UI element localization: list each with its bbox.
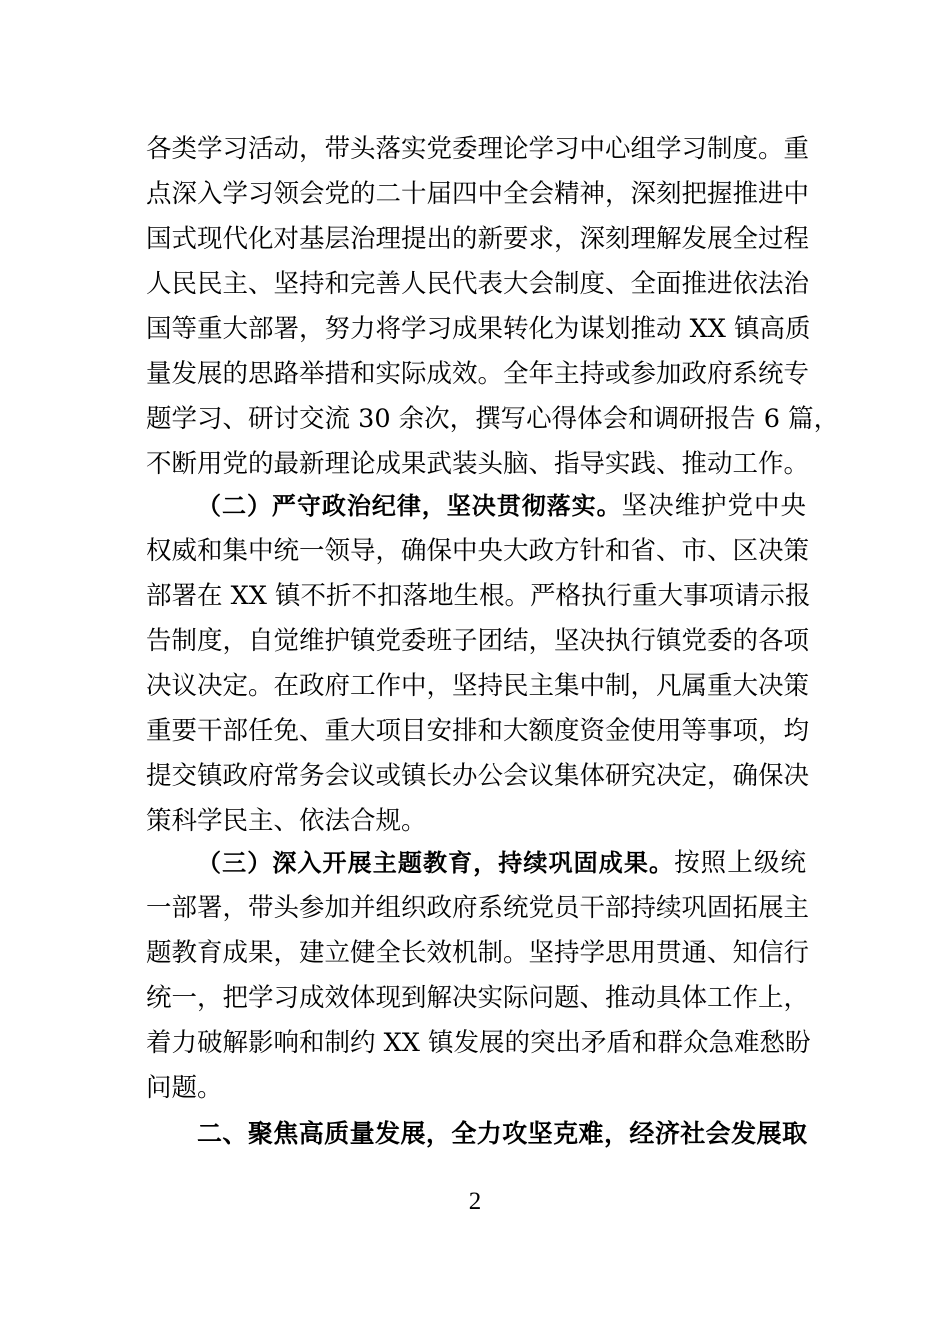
paragraph1-line-1: 各类学习活动，带头落实党委理论学习中心组学习制度。重 [146,134,810,164]
section-heading: 二、聚焦高质量发展，全力攻坚克难，经济社会发展取 [197,1119,807,1148]
page-number: 2 [468,1188,482,1215]
paragraph1-line-6: 量发展的思路举措和实际成效。全年主持或参加政府系统专 [146,359,810,389]
paragraph2-first-line-text: 坚决维护党中央 [621,491,806,521]
paragraph2-line-3: 部署在 XX 镇不折不扣落地生根。严格执行重大事项请示报 [146,581,811,611]
paragraph3-line-1 [197,841,806,885]
paragraph1-line-4: 人民民主、坚持和完善人民代表大会制度、全面推进依法治 [146,269,810,299]
paragraph3-heading: （三）深入开展主题教育，持续巩固成果。 [197,849,675,877]
paragraph3-line-2: 一部署，带头参加并组织政府系统党员干部持续巩固拓展主 [146,893,810,923]
paragraph1-line-8: 不断用党的最新理论成果武装头脑、指导实践、推动工作。 [146,449,810,479]
paragraph2-line-1 [197,484,806,528]
paragraph2-line-8: 策科学民主、依法合规。 [146,806,427,836]
paragraph3-line-3: 题教育成果，建立健全长效机制。坚持学思用贯通、知信行 [146,938,810,968]
paragraph1-line-2: 点深入学习领会党的二十届四中全会精神，深刻把握推进中 [146,179,810,209]
paragraph1-line-7: 题学习、研讨交流 30 余次，撰写心得体会和调研报告 6 篇， [146,404,840,434]
paragraph1-line-5: 国等重大部署，努力将学习成果转化为谋划推动 XX 镇高质 [146,314,811,344]
paragraph2-line-7: 提交镇政府常务会议或镇长办公会议集体研究决定，确保决 [146,761,810,791]
paragraph2-heading: （二）严守政治纪律，坚决贯彻落实。 [197,492,622,520]
paragraph3-line-4: 统一，把学习成效体现到解决实际问题、推动具体工作上， [146,983,810,1013]
paragraph2-line-2: 权威和集中统一领导，确保中央大政方针和省、市、区决策 [146,536,810,566]
paragraph1-line-3: 国式现代化对基层治理提出的新要求，深刻理解发展全过程 [146,224,810,254]
paragraph3-first-line-text: 按照上级统 [674,848,806,878]
paragraph3-line-6: 问题。 [146,1073,223,1103]
paragraph3-line-5: 着力破解影响和制约 XX 镇发展的突出矛盾和群众急难愁盼 [146,1028,811,1058]
paragraph2-line-6: 重要干部任免、重大项目安排和大额度资金使用等事项，均 [146,716,810,746]
paragraph2-line-4: 告制度，自觉维护镇党委班子团结，坚决执行镇党委的各项 [146,626,810,656]
paragraph2-line-5: 决议决定。在政府工作中，坚持民主集中制，凡属重大决策 [146,671,810,701]
